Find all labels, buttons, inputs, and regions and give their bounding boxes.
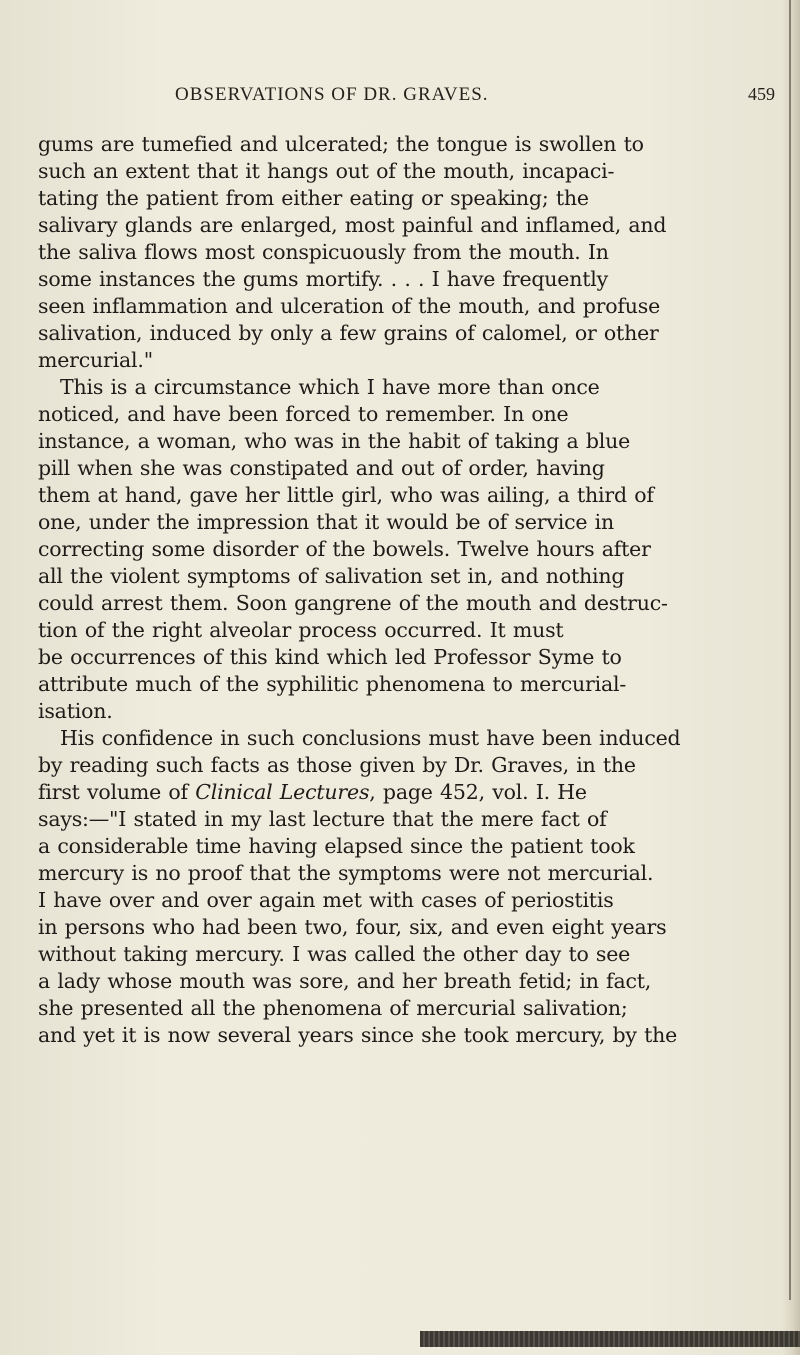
page-bottom-edge — [420, 1331, 800, 1347]
text-line: attribute much of the syphilitic phenomena to mercurial- — [38, 672, 627, 696]
text-line: all the violent symptoms of salivation set in, and nothing — [38, 564, 625, 588]
text-line: mercurial." — [38, 348, 153, 372]
page-number: 459 — [748, 84, 775, 104]
text-line: pill when she was constipated and out of order, having — [38, 456, 605, 480]
text-line: seen inflammation and ulceration of the mouth, and profuse — [38, 294, 661, 318]
body-text — [38, 131, 780, 1049]
text-line: be occurrences of this kind which led Professor Syme to — [38, 645, 622, 669]
text-line: noticed, and have been forced to remember. In one — [38, 402, 569, 426]
text-line: I have over and over again met with cases of periostitis — [38, 888, 614, 912]
text-line: a lady whose mouth was sore, and her breath fetid; in fact, — [38, 969, 652, 993]
text-line: mercury is no proof that the symptoms were not mercurial. — [38, 861, 654, 885]
text-line: salivary glands are enlarged, most painful and inflamed, and — [38, 213, 667, 237]
text-line: This is a circumstance which I have more than once — [60, 375, 600, 399]
page-edge-shadow — [782, 0, 800, 1355]
text-line: the saliva flows most conspicuously from the mouth. In — [38, 240, 609, 264]
text-line: isation. — [38, 699, 113, 723]
text-line: some instances the gums mortify. . . . I have frequently — [38, 267, 609, 291]
text-line: correcting some disorder of the bowels. Twelve hours after — [38, 537, 651, 561]
text-line: tating the patient from either eating or speaking; the — [38, 186, 589, 210]
text-line: His confidence in such conclusions must have been induced — [60, 726, 681, 750]
text-line: she presented all the phenomena of mercurial salivation; — [38, 996, 628, 1020]
text-line: them at hand, gave her little girl, who was ailing, a third of — [38, 483, 654, 507]
text-line: one, under the impression that it would be of service in — [38, 510, 614, 534]
running-head: OBSERVATIONS OF DR. GRAVES. — [175, 84, 489, 105]
text-line: such an extent that it hangs out of the mouth, incapaci- — [38, 159, 615, 183]
text-line: first volume of Clinical Lectures, page 452, vol. I. He — [38, 780, 587, 804]
text-line: could arrest them. Soon gangrene of the mouth and destruc- — [38, 591, 668, 615]
book-title: Clinical Lectures — [195, 780, 370, 804]
text-line: salivation, induced by only a few grains of calomel, or other — [38, 321, 659, 345]
text-line: gums are tumefied and ulcerated; the tongue is swollen to — [38, 132, 644, 156]
text-line: instance, a woman, who was in the habit of taking a blue — [38, 429, 631, 453]
text-line: in persons who had been two, four, six, and even eight years — [38, 915, 667, 939]
text-line: tion of the right alveolar process occurred. It must — [38, 618, 564, 642]
text-line: by reading such facts as those given by Dr. Graves, in the — [38, 753, 636, 777]
text-line: without taking mercury. I was called the other day to see — [38, 942, 631, 966]
text-line: says:—"I stated in my last lecture that the mere fact of — [38, 807, 607, 831]
text-line: a considerable time having elapsed since the patient took — [38, 834, 635, 858]
text-line: and yet it is now several years since she took mercury, by the — [38, 1023, 678, 1047]
page-header — [175, 84, 775, 114]
